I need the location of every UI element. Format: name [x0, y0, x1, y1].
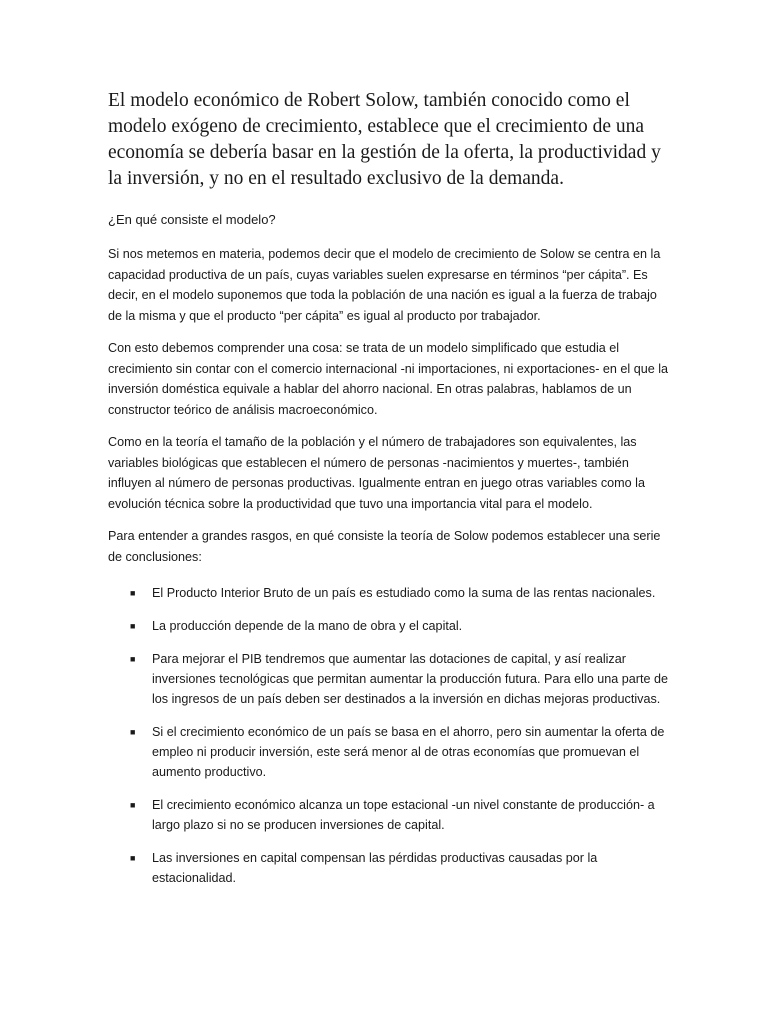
list-item-text: El Producto Interior Bruto de un país es estudiado como la suma de las rentas nacionales. [152, 586, 656, 600]
bullet-square-icon: ■ [130, 654, 136, 664]
section-heading: ¿En qué consiste el modelo? [108, 212, 276, 227]
list-item [108, 848, 668, 888]
list-item [108, 616, 668, 636]
list-item [108, 722, 668, 782]
body-paragraph: Con esto debemos comprender una cosa: se trata de un modelo simplificado que estudia el crecimiento sin contar con el comercio internacional -ni importaciones, ni exportaciones- en el que la inversión doméstica equivale a hablar del ahorro nacional. En otras palabras, hablamos de un constructor teórico de análisis macroeconómico. [108, 341, 669, 417]
lead-paragraph: El modelo económico de Robert Solow, también conocido como el modelo exógeno de crecimiento, establece que el crecimiento de una economía se debería basar en la gestión de la oferta, la productividad y la inversión, y no en el resultado exclusivo de la demanda. [108, 90, 661, 189]
body-paragraph: Como en la teoría el tamaño de la población y el número de trabajadores son equivalentes, las variables biológicas que establecen el número de personas -nacimientos y muertes-, también influyen al número de personas productivas. Igualmente entran en juego otras variables como la evolución técnica sobre la productividad que tuvo una importancia vital para el modelo. [108, 435, 645, 511]
list-item-text: Las inversiones en capital compensan las pérdidas productivas causadas por la estacionalidad. [152, 851, 598, 885]
bullet-square-icon: ■ [130, 727, 136, 737]
list-item-text: Si el crecimiento económico de un país se basa en el ahorro, pero sin aumentar la oferta de empleo ni producir inversión, este será menor al de otras economías que promuevan el aumento productivo. [152, 725, 665, 779]
bullet-square-icon: ■ [130, 621, 136, 631]
list-item-text: La producción depende de la mano de obra y el capital. [152, 619, 463, 633]
list-item [108, 583, 668, 603]
list-item-text: El crecimiento económico alcanza un tope estacional -un nivel constante de producción- a largo plazo si no se producen inversiones de capital. [152, 798, 655, 832]
conclusions-list [108, 583, 668, 888]
body-paragraph: Si nos metemos en materia, podemos decir que el modelo de crecimiento de Solow se centra en la capacidad productiva de un país, cuyas variables suelen expresarse en términos “per cápita”. Es decir, en el modelo suponemos que toda la población de una nación es igual a la fuerza de trabajo de la misma y que el producto “per cápita” es igual al producto por trabajador. [108, 247, 661, 323]
bullet-square-icon: ■ [130, 853, 136, 863]
bullet-square-icon: ■ [130, 800, 136, 810]
body-paragraph: Para entender a grandes rasgos, en qué consiste la teoría de Solow podemos establecer una serie de conclusiones: [108, 529, 661, 564]
document-body [108, 88, 668, 901]
list-item [108, 649, 668, 709]
list-item-text: Para mejorar el PIB tendremos que aumentar las dotaciones de capital, y así realizar inversiones tecnológicas que permitan aumentar la producción futura. Para ello una parte de los ingresos de un país deben ser destinados a la inversión en dichas mejoras productivas. [152, 652, 668, 706]
list-item [108, 795, 668, 835]
bullet-square-icon: ■ [130, 588, 136, 598]
